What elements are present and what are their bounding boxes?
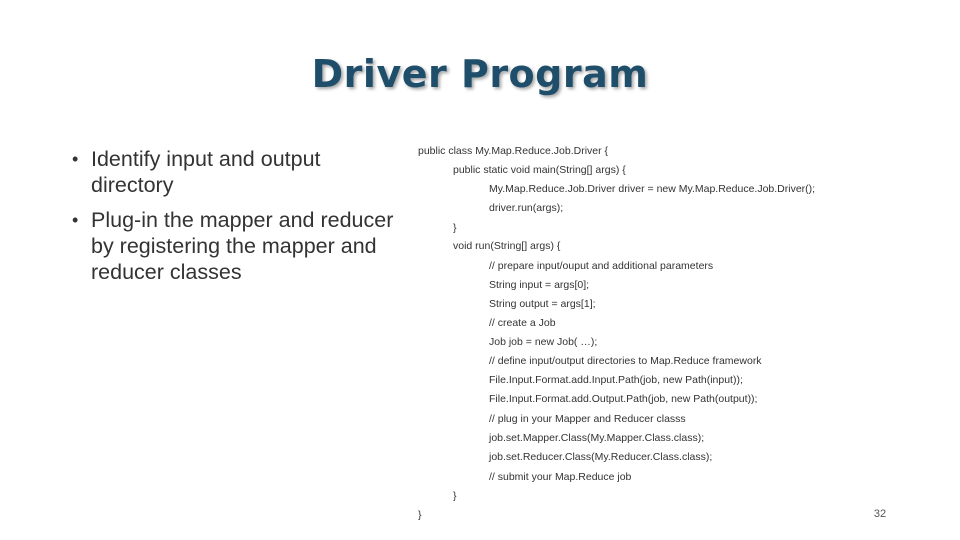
code-line: job.set.Mapper.Class(My.Mapper.Class.class); — [489, 432, 705, 444]
code-line: driver.run(args); — [489, 202, 564, 214]
code-line: String input = args[0]; — [489, 279, 590, 291]
code-line: } — [453, 490, 457, 502]
code-line: // define input/output directories to Map.Reduce framework — [489, 355, 762, 367]
code-line: // create a Job — [489, 317, 556, 329]
bullet-text: Plug-in the mapper and reducer by registering the mapper and reducer classes — [91, 208, 394, 284]
code-line: job.set.Reducer.Class(My.Reducer.Class.class); — [489, 451, 713, 463]
code-line: String output = args[1]; — [489, 298, 596, 310]
bullet-dot-icon: • — [72, 149, 79, 169]
code-line: My.Map.Reduce.Job.Driver driver = new My.Map.Reduce.Job.Driver(); — [489, 183, 816, 195]
bullet-list — [62, 146, 407, 294]
code-line: File.Input.Format.add.Output.Path(job, new Path(output)); — [489, 393, 758, 405]
bullet-dot-icon: • — [72, 210, 79, 230]
code-line: File.Input.Format.add.Input.Path(job, new Path(input)); — [489, 374, 743, 386]
bullet-text: Identify input and output directory — [91, 147, 321, 197]
code-line: } — [418, 509, 422, 521]
code-line: // plug in your Mapper and Reducer classs — [489, 413, 686, 425]
code-line: Job job = new Job( …); — [489, 336, 598, 348]
bullet-item — [62, 146, 407, 198]
bullet-item — [62, 207, 407, 285]
code-line: void run(String[] args) { — [453, 240, 561, 252]
code-line: public class My.Map.Reduce.Job.Driver { — [418, 145, 609, 157]
code-line: public static void main(String[] args) { — [453, 164, 626, 176]
code-line: // prepare input/ouput and additional parameters — [489, 260, 714, 272]
code-line: } — [453, 222, 457, 234]
page-number: 32 — [873, 508, 887, 520]
code-line: // submit your Map.Reduce job — [489, 471, 632, 483]
slide-title: Driver Program — [311, 52, 649, 96]
